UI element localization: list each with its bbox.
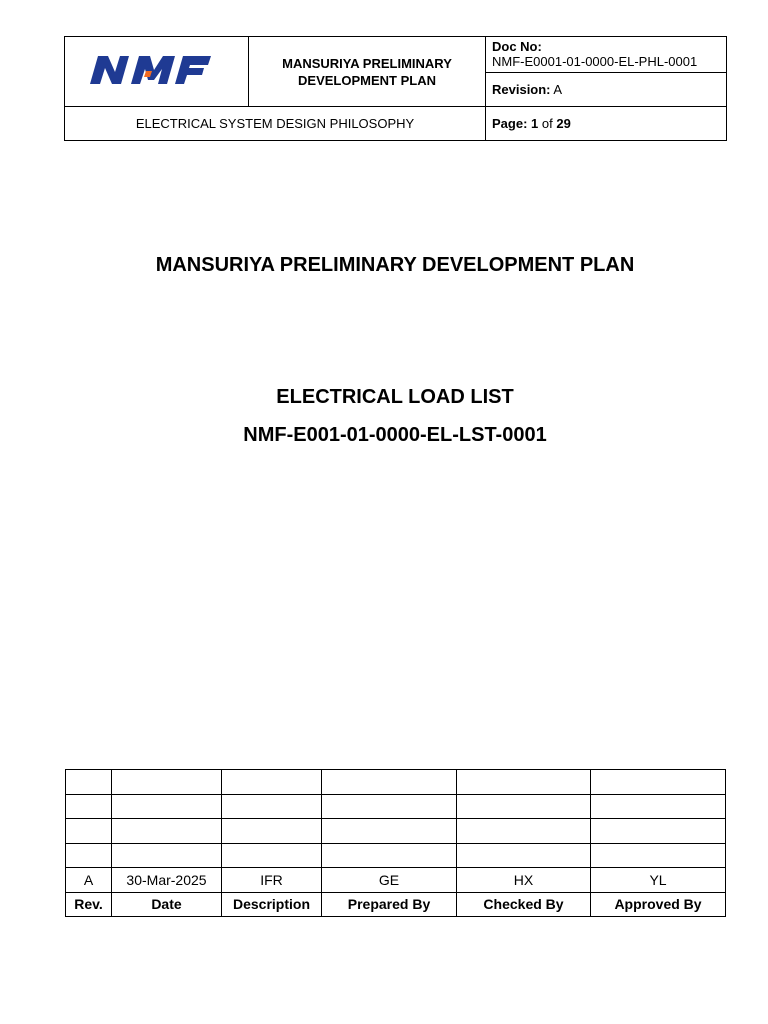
- company-logo: [82, 50, 232, 90]
- revision-cell: [457, 770, 591, 795]
- doc-no-cell: [486, 37, 727, 73]
- page-label: Page:: [492, 116, 528, 131]
- revision-cell: [591, 770, 726, 795]
- revision-cell: [322, 794, 457, 819]
- revision-column-label: Date: [112, 892, 222, 917]
- revision-cell: HX: [457, 868, 591, 893]
- revision-cell: [222, 770, 322, 795]
- page-number-cell: [486, 107, 727, 141]
- document-subtitle: ELECTRICAL SYSTEM DESIGN PHILOSOPHY: [65, 107, 486, 141]
- revision-cell: [66, 843, 112, 868]
- project-heading: MANSURIYA PRELIMINARY DEVELOPMENT PLAN: [155, 254, 635, 276]
- revision-cell: [457, 843, 591, 868]
- revision-cell: A: [66, 868, 112, 893]
- revision-cell: [322, 843, 457, 868]
- page-of: of: [541, 116, 553, 131]
- revision-header-row: [66, 892, 726, 917]
- revision-row: [66, 843, 726, 868]
- revision-column-label: Checked By: [457, 892, 591, 917]
- revision-cell: GE: [322, 868, 457, 893]
- revision-value: A: [553, 82, 563, 97]
- revision-cell: 30-Mar-2025: [112, 868, 222, 893]
- revision-history-table: [65, 769, 726, 917]
- revision-label: Revision:: [492, 82, 551, 97]
- revision-cell: [457, 819, 591, 844]
- revision-column-label: Rev.: [66, 892, 112, 917]
- revision-cell: [112, 843, 222, 868]
- revision-cell: [112, 794, 222, 819]
- revision-cell: [591, 819, 726, 844]
- title-block: [64, 36, 727, 141]
- page-total: 29: [556, 116, 571, 131]
- revision-row: [66, 794, 726, 819]
- revision-cell: [112, 819, 222, 844]
- revision-cell: [457, 794, 591, 819]
- page-current: 1: [531, 116, 539, 131]
- revision-column-label: Description: [222, 892, 322, 917]
- revision-row: [66, 770, 726, 795]
- doc-no-value: NMF-E0001-01-0000-EL-PHL-0001: [492, 54, 698, 69]
- document-title: ELECTRICAL LOAD LIST: [276, 386, 514, 408]
- revision-cell: [322, 819, 457, 844]
- revision-cell: [66, 770, 112, 795]
- revision-cell: [322, 770, 457, 795]
- revision-cell: [66, 819, 112, 844]
- revision-cell: IFR: [222, 868, 322, 893]
- revision-column-label: Approved By: [591, 892, 726, 917]
- project-title: MANSURIYA PRELIMINARY DEVELOPMENT PLAN: [249, 37, 486, 107]
- revision-cell: [112, 770, 222, 795]
- revision-cell: YL: [591, 868, 726, 893]
- revision-cell: [222, 819, 322, 844]
- revision-row: [66, 868, 726, 893]
- logo-cell: [65, 37, 249, 107]
- revision-cell: [222, 794, 322, 819]
- revision-cell: [222, 843, 322, 868]
- revision-row: [66, 819, 726, 844]
- document-number: NMF-E001-01-0000-EL-LST-0001: [243, 424, 547, 446]
- revision-cell: [66, 794, 112, 819]
- revision-cell: [591, 843, 726, 868]
- revision-cell: [486, 73, 727, 107]
- revision-cell: [591, 794, 726, 819]
- revision-column-label: Prepared By: [322, 892, 457, 917]
- doc-no-label: Doc No:: [492, 39, 542, 54]
